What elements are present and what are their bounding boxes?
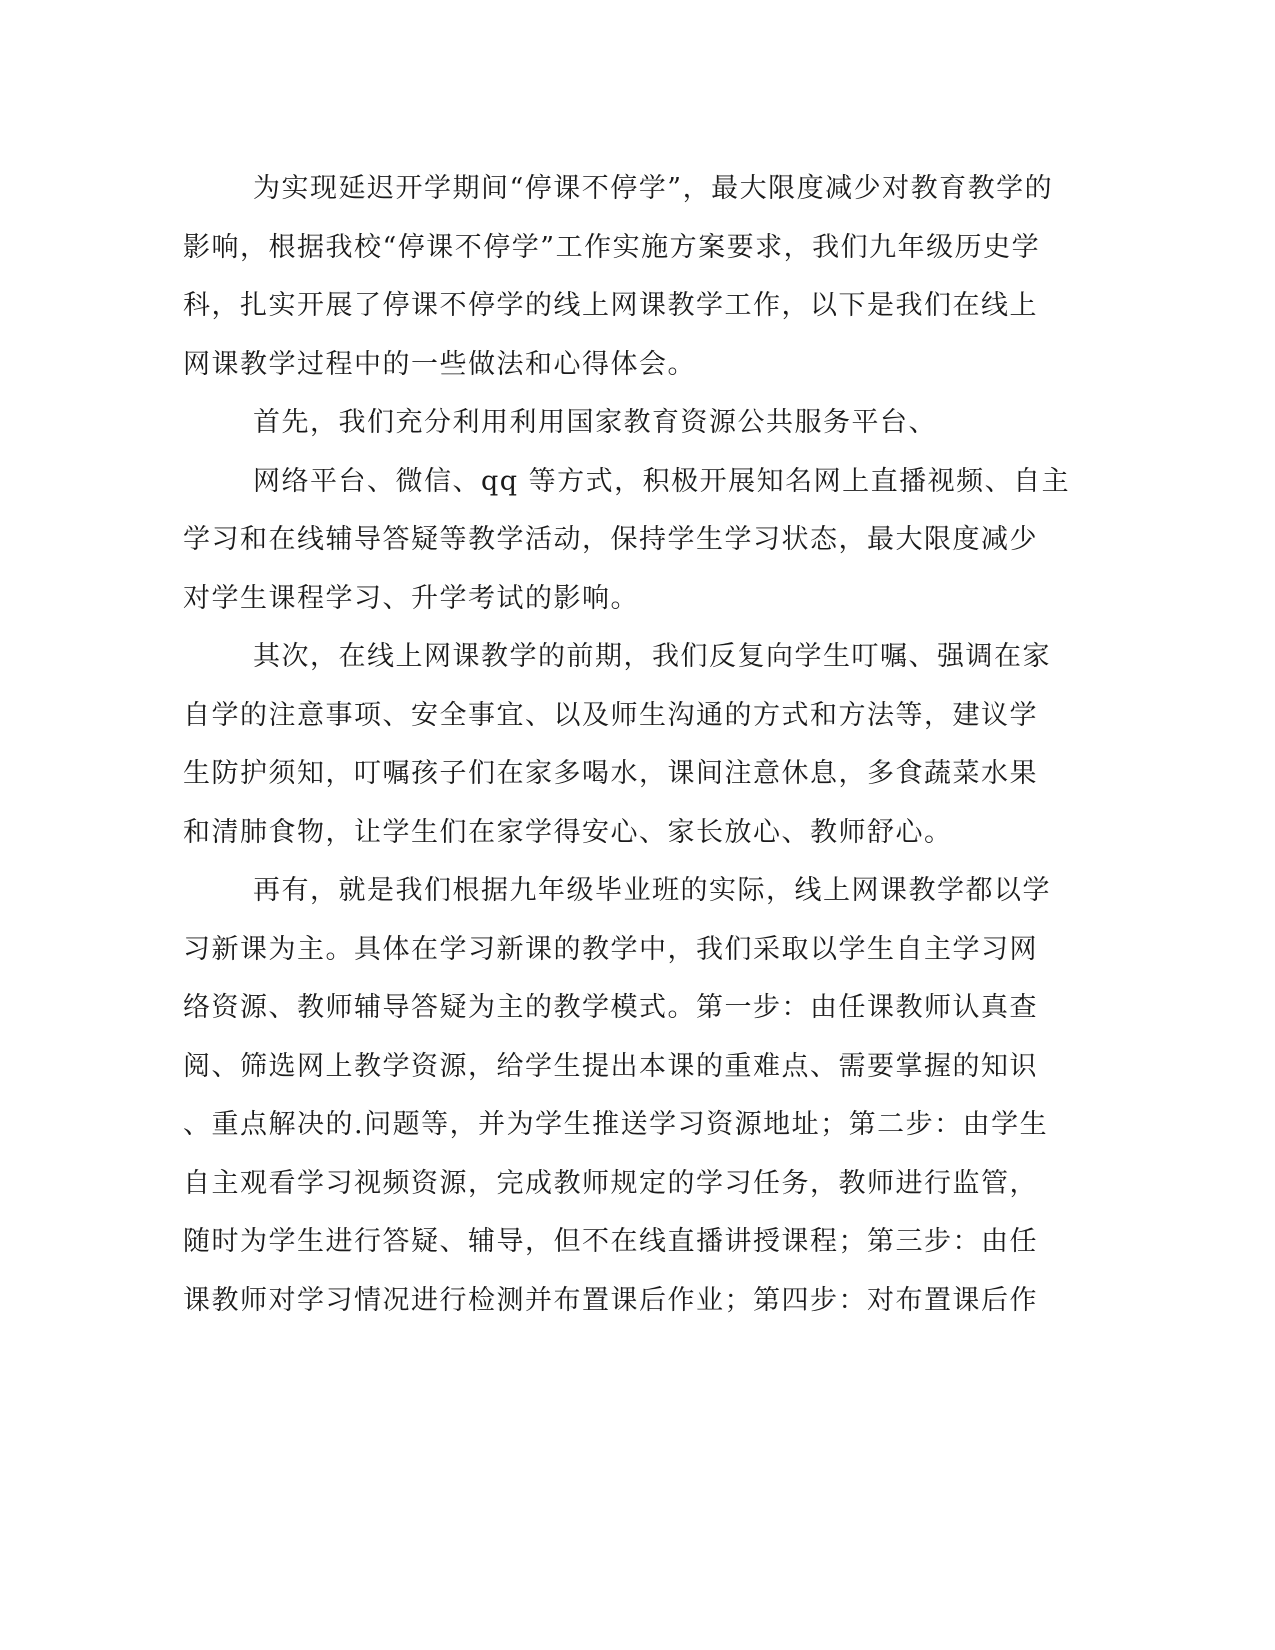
text-line: 自主观看学习视频资源，完成教师规定的学习任务，教师进行监管， <box>183 1167 1038 1199</box>
document-body <box>183 160 1071 1330</box>
text-line: 对学生课程学习、升学考试的影响。 <box>183 582 639 614</box>
text-line: 为实现延迟开学期间“停课不停学”，最大限度减少对教育教学的 <box>253 173 1054 204</box>
text-line: 习新课为主。具体在学习新课的教学中，我们采取以学生自主学习网 <box>183 933 1038 965</box>
text-line: 学习和在线辅导答疑等教学活动，保持学生学习状态，最大限度减少 <box>183 524 1038 555</box>
text-line: 随时为学生进行答疑、辅导，但不在线直播讲授课程；第三步：由任 <box>183 1226 1038 1257</box>
text-line: 自学的注意事项、安全事宜、以及师生沟通的方式和方法等，建议学 <box>183 699 1038 731</box>
text-line: 生防护须知，叮嘱孩子们在家多喝水，课间注意休息，多食蔬菜水果 <box>183 758 1038 789</box>
text-line: 阅、筛选网上教学资源，给学生提出本课的重难点、需要掌握的知识 <box>183 1050 1038 1082</box>
text-line: 首先，我们充分利用利用国家教育资源公共服务平台、 <box>253 407 937 438</box>
text-line: 科，扎实开展了停课不停学的线上网课教学工作，以下是我们在线上 <box>183 290 1038 321</box>
text-line: 课教师对学习情况进行检测并布置课后作业；第四步：对布置课后作 <box>183 1284 1038 1316</box>
paragraph-intro <box>183 160 1054 394</box>
text-line: 网课教学过程中的一些做法和心得体会。 <box>183 348 696 380</box>
paragraph-third <box>183 862 1051 1330</box>
text-line: 网络平台、微信、qq 等方式，积极开展知名网上直播视频、自主 <box>253 465 1071 497</box>
text-line: 影响，根据我校“停课不停学”工作实施方案要求，我们九年级历史学 <box>183 231 1041 263</box>
text-line: 再有，就是我们根据九年级毕业班的实际，线上网课教学都以学 <box>253 875 1051 906</box>
paragraph-platforms <box>183 453 1071 629</box>
text-line: 、重点解决的.问题等，并为学生推送学习资源地址；第二步：由学生 <box>183 1109 1049 1140</box>
text-line: 络资源、教师辅导答疑为主的教学模式。第一步：由任课教师认真查 <box>183 992 1038 1023</box>
text-line: 其次，在线上网课教学的前期，我们反复向学生叮嘱、强调在家 <box>253 641 1051 672</box>
paragraph-second <box>183 628 1051 862</box>
paragraph-first <box>183 394 1038 453</box>
text-line: 和清肺食物，让学生们在家学得安心、家长放心、教师舒心。 <box>183 816 953 848</box>
